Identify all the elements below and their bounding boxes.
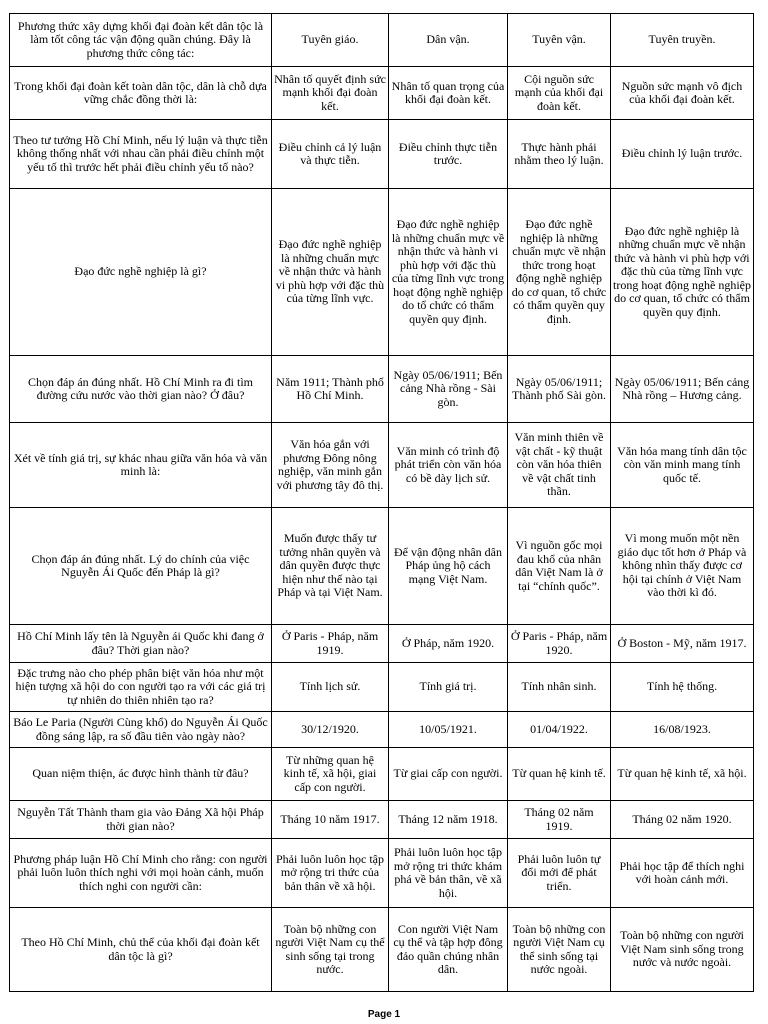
answer-c-cell: Cội nguồn sức mạnh của khối đại đoàn kết. (508, 67, 611, 120)
table-row (10, 801, 754, 839)
question-cell: Theo tư tưởng Hồ Chí Minh, nếu lý luận và thực tiễn không thống nhất với nhau cần phải điều chỉnh một yếu tố thì trước hết phải điều chỉnh yếu tố nào? (10, 120, 272, 189)
question-cell: Phương pháp luận Hồ Chí Minh cho rằng: con người phải luôn luôn thích nghi với mọi hoàn cảnh, muốn thích nghi con người cần: (10, 839, 272, 908)
answer-d-cell: Đạo đức nghề nghiệp là những chuẩn mực về nhận thức và hành vi phù hợp với đặc thù của từng lĩnh vực trong hoạt động nghề nghiệp do cơ quan, tổ chức có thẩm quyền quy định. (611, 189, 754, 356)
answer-c-cell: Ngày 05/06/1911; Thành phố Sài gòn. (508, 356, 611, 423)
answer-a-cell: Tuyên giáo. (272, 14, 389, 67)
answer-c-cell: Vì nguồn gốc mọi đau khổ của nhân dân Việt Nam là ở tại “chính quốc”. (508, 508, 611, 625)
table-row (10, 748, 754, 801)
question-cell: Hồ Chí Minh lấy tên là Nguyễn ái Quốc khi đang ở đâu? Thời gian nào? (10, 625, 272, 663)
question-cell: Quan niệm thiện, ác được hình thành từ đâu? (10, 748, 272, 801)
answer-b-cell: 10/05/1921. (389, 712, 508, 748)
answer-b-cell: Con người Việt Nam cụ thể và tập hợp đông đảo quần chúng nhân dân. (389, 908, 508, 992)
question-cell: Xét về tính giá trị, sự khác nhau giữa văn hóa và văn minh là: (10, 423, 272, 508)
table-row (10, 663, 754, 712)
table-row (10, 625, 754, 663)
answer-d-cell: Văn hóa mang tính dân tộc còn văn minh mang tính quốc tế. (611, 423, 754, 508)
answer-b-cell: Từ giai cấp con người. (389, 748, 508, 801)
question-cell: Đặc trưng nào cho phép phân biệt văn hóa như một hiện tượng xã hội do con người tạo ra với các giá trị tự nhiên do thiên nhiên tạo ra? (10, 663, 272, 712)
answer-c-cell: 01/04/1922. (508, 712, 611, 748)
answer-d-cell: Điều chỉnh lý luận trước. (611, 120, 754, 189)
question-cell: Theo Hồ Chí Minh, chủ thể của khối đại đoàn kết dân tộc là gì? (10, 908, 272, 992)
table-row (10, 356, 754, 423)
question-cell: Trong khối đại đoàn kết toàn dân tộc, dân là chỗ dựa vững chắc đồng thời là: (10, 67, 272, 120)
page-number: Page 1 (367, 1009, 401, 1020)
table-row (10, 189, 754, 356)
answer-c-cell: Tháng 02 năm 1919. (508, 801, 611, 839)
answer-d-cell: Phải học tập để thích nghi với hoàn cảnh mới. (611, 839, 754, 908)
answer-c-cell: Toàn bộ những con người Việt Nam cụ thể sinh sống tại nước ngoài. (508, 908, 611, 992)
table-row (10, 14, 754, 67)
answer-b-cell: Phải luôn luôn học tập mở rộng tri thức khám phá về bản thân, về xã hội. (389, 839, 508, 908)
answer-d-cell: Vì mong muốn một nền giáo dục tốt hơn ở Pháp và không nhìn thấy được cơ hội tại chính ở Việt Nam vào thời kì đó. (611, 508, 754, 625)
table-row (10, 908, 754, 992)
answer-a-cell: Văn hóa gắn với phương Đông nông nghiệp, văn minh gắn với phương tây đô thị. (272, 423, 389, 508)
answer-b-cell: Để vận động nhân dân Pháp ủng hộ cách mạng Việt Nam. (389, 508, 508, 625)
answer-c-cell: Thực hành phải nhằm theo lý luận. (508, 120, 611, 189)
question-cell: Báo Le Paria (Người Cùng khổ) do Nguyễn Ái Quốc đồng sáng lập, ra số đầu tiên vào ngày nào? (10, 712, 272, 748)
question-cell: Phương thức xây dựng khối đại đoàn kết dân tộc là làm tốt công tác vận động quần chúng. Đây là phương thức công tác: (10, 14, 272, 67)
answer-d-cell: Nguồn sức mạnh vô địch của khối đại đoàn kết. (611, 67, 754, 120)
answer-b-cell: Dân vận. (389, 14, 508, 67)
answer-b-cell: Đạo đức nghề nghiệp là những chuẩn mực về nhận thức và hành vi phù hợp với đặc thù của từng lĩnh vực trong hoạt động nghề nghiệp do tổ chức có thẩm quyền quy định. (389, 189, 508, 356)
table-row (10, 67, 754, 120)
answer-a-cell: Điều chỉnh cả lý luận và thực tiễn. (272, 120, 389, 189)
answer-b-cell: Tính giá trị. (389, 663, 508, 712)
question-cell: Đạo đức nghề nghiệp là gì? (10, 189, 272, 356)
table-row (10, 423, 754, 508)
answer-c-cell: Ở Paris - Pháp, năm 1920. (508, 625, 611, 663)
answer-a-cell: Nhân tố quyết định sức mạnh khối đại đoàn kết. (272, 67, 389, 120)
answer-c-cell: Đạo đức nghề nghiệp là những chuẩn mực về nhận thức trong hoạt động nghề nghiệp do cơ quan, tổ chức có thẩm quyền quy định. (508, 189, 611, 356)
answer-a-cell: 30/12/1920. (272, 712, 389, 748)
answer-a-cell: Từ những quan hệ kinh tế, xã hội, giai cấp con người. (272, 748, 389, 801)
answer-d-cell: Toàn bộ những con người Việt Nam sinh sống trong nước và nước ngoài. (611, 908, 754, 992)
table-row (10, 508, 754, 625)
answer-a-cell: Phải luôn luôn học tập mở rộng tri thức của bản thân về xã hội. (272, 839, 389, 908)
answer-d-cell: Tuyên truyền. (611, 14, 754, 67)
answer-b-cell: Văn minh có trình độ phát triển còn văn hóa có bề dày lịch sử. (389, 423, 508, 508)
answer-a-cell: Tính lịch sử. (272, 663, 389, 712)
answer-c-cell: Văn minh thiên về vật chất - kỹ thuật còn văn hóa thiên về vật chất tinh thần. (508, 423, 611, 508)
answer-b-cell: Điều chỉnh thực tiễn trước. (389, 120, 508, 189)
answer-b-cell: Nhân tố quan trọng của khối đại đoàn kết. (389, 67, 508, 120)
answer-c-cell: Từ quan hệ kinh tế. (508, 748, 611, 801)
answer-d-cell: Từ quan hệ kinh tế, xã hội. (611, 748, 754, 801)
answer-d-cell: Tính hệ thống. (611, 663, 754, 712)
question-cell: Nguyễn Tất Thành tham gia vào Đảng Xã hội Pháp thời gian nào? (10, 801, 272, 839)
table-row (10, 839, 754, 908)
answer-c-cell: Phải luôn luôn tự đổi mới để phát triển. (508, 839, 611, 908)
answer-d-cell: Ở Boston - Mỹ, năm 1917. (611, 625, 754, 663)
answer-a-cell: Ở Paris - Pháp, năm 1919. (272, 625, 389, 663)
answer-c-cell: Tuyên vận. (508, 14, 611, 67)
answer-d-cell: Ngày 05/06/1911; Bến cảng Nhà rồng – Hương cảng. (611, 356, 754, 423)
quiz-table (9, 13, 754, 992)
answer-a-cell: Đạo đức nghề nghiệp là những chuẩn mực về nhận thức và hành vi phù hợp với đặc thù của từng lĩnh vực. (272, 189, 389, 356)
answer-d-cell: 16/08/1923. (611, 712, 754, 748)
answer-a-cell: Tháng 10 năm 1917. (272, 801, 389, 839)
quiz-page (9, 13, 753, 992)
answer-a-cell: Toàn bộ những con người Việt Nam cụ thể sinh sống tại trong nước. (272, 908, 389, 992)
table-row (10, 712, 754, 748)
question-cell: Chọn đáp án đúng nhất. Lý do chính của việc Nguyễn Ái Quốc đến Pháp là gì? (10, 508, 272, 625)
table-row (10, 120, 754, 189)
answer-b-cell: Tháng 12 năm 1918. (389, 801, 508, 839)
question-cell: Chọn đáp án đúng nhất. Hồ Chí Minh ra đi tìm đường cứu nước vào thời gian nào? Ở đâu? (10, 356, 272, 423)
answer-c-cell: Tính nhân sinh. (508, 663, 611, 712)
answer-b-cell: Ở Pháp, năm 1920. (389, 625, 508, 663)
answer-b-cell: Ngày 05/06/1911; Bến cảng Nhà rồng - Sài gòn. (389, 356, 508, 423)
answer-d-cell: Tháng 02 năm 1920. (611, 801, 754, 839)
answer-a-cell: Muốn được thấy tư tưởng nhân quyền và dân quyền được thực hiện như thế nào tại Pháp và tại Việt Nam. (272, 508, 389, 625)
answer-a-cell: Năm 1911; Thành phố Hồ Chí Minh. (272, 356, 389, 423)
